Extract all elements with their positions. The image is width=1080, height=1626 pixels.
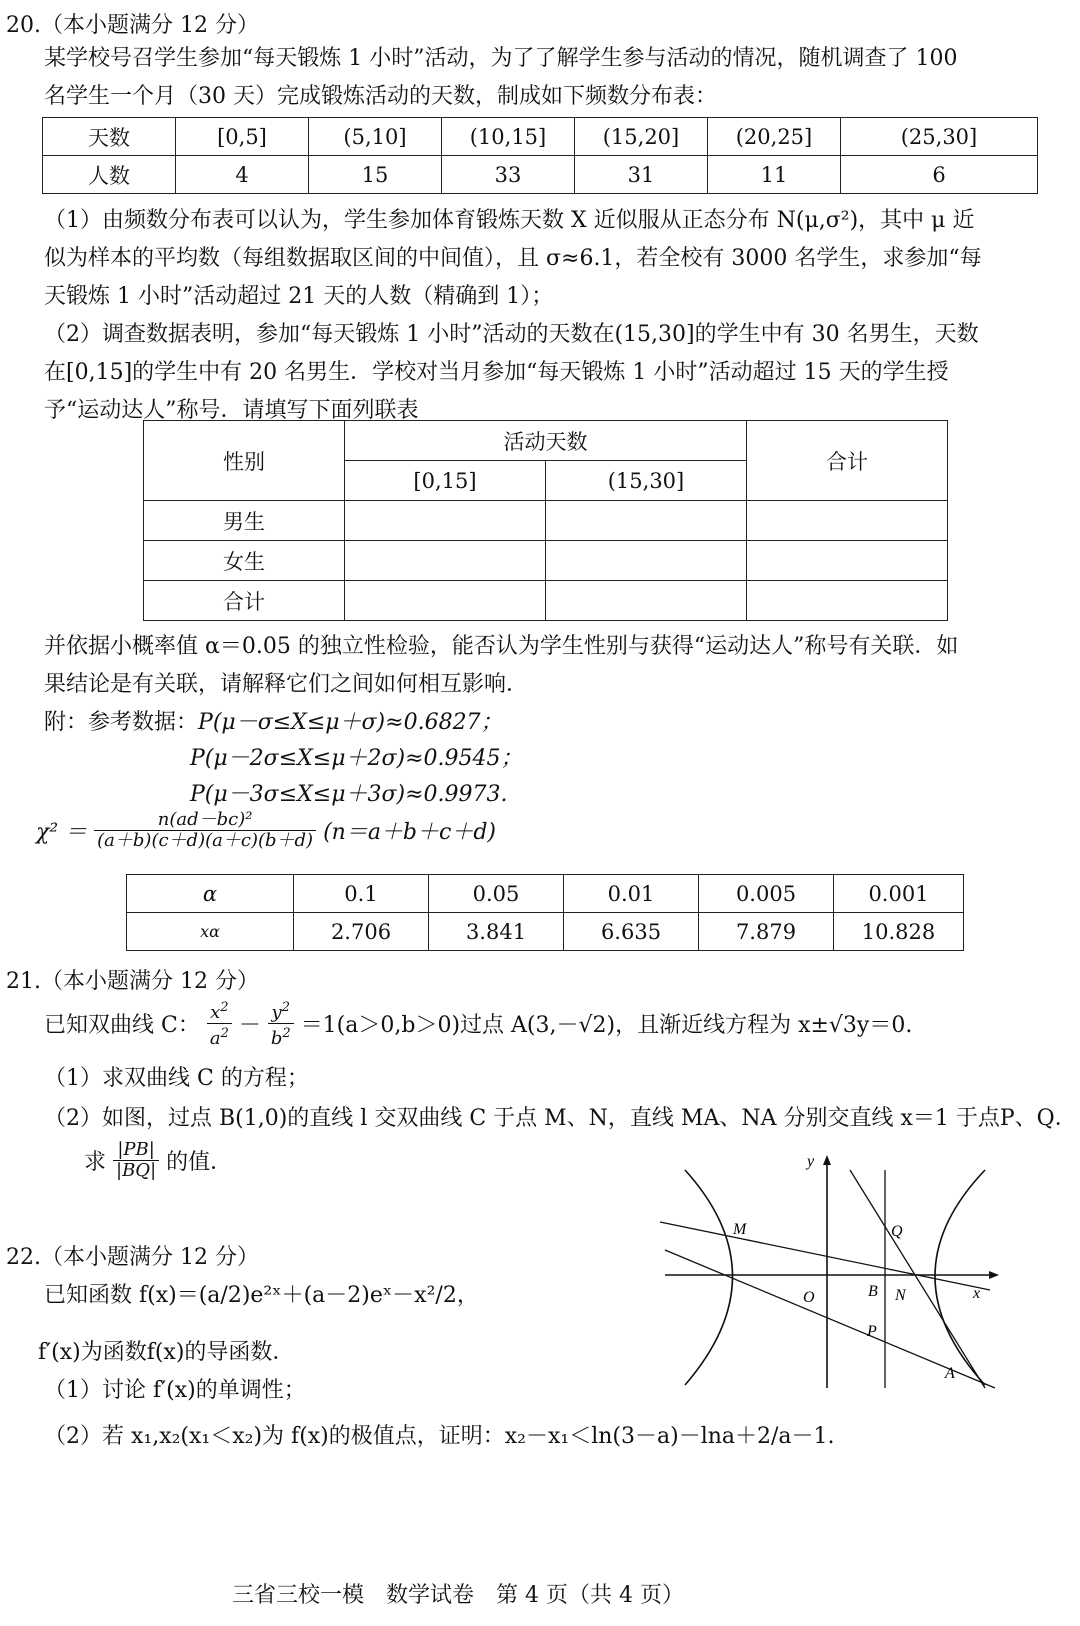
label-M: M bbox=[733, 1221, 747, 1238]
q22-derivative-note: f′(x)为函数f(x)的导函数． bbox=[38, 1340, 295, 1365]
reference-formula-3: P(μ－3σ≤X≤μ＋3σ)≈0.9973. bbox=[190, 782, 508, 807]
row-label-female: 女生 bbox=[144, 541, 345, 581]
reference-formula-1: P(μ－σ≤X≤μ＋σ)≈0.6827； bbox=[198, 710, 503, 735]
q22-part2: （2）若 x₁,x₂(x₁＜x₂)为 f(x)的极值点，证明：x₂－x₁＜ln(3－a)－lna＋2/a－1. bbox=[44, 1424, 835, 1449]
reference-formula-2: P(μ－2σ≤X≤μ＋2σ)≈0.9545； bbox=[190, 746, 523, 771]
line-l bbox=[660, 1222, 990, 1290]
alpha-value: 0.005 bbox=[699, 875, 834, 913]
gender-header: 性别 bbox=[144, 421, 345, 501]
x-alpha-value: 3.841 bbox=[429, 913, 564, 951]
q20-after-line1: 并依据小概率值 α＝0.05 的独立性检验，能否认为学生性别与获得“运动达人”称号有关联．如 bbox=[44, 634, 959, 659]
q21-part3 bbox=[84, 1140, 232, 1181]
q21-intro-post: ＝1(a＞0,b＞0)过点 A(3,－√2)，且渐近线方程为 x±√3y＝0. bbox=[300, 1013, 913, 1038]
q22-intro bbox=[44, 1278, 479, 1309]
q22-intro-text: 已知函数 f(x)＝(a/2)e²ˣ＋(a－2)eˣ－x²/2， bbox=[44, 1283, 479, 1308]
label-Q: Q bbox=[891, 1223, 903, 1240]
activity-days-header: 活动天数 bbox=[345, 421, 747, 461]
hyperbola-left-branch bbox=[685, 1170, 733, 1385]
q20-after-line2: 果结论是有关联，请解释它们之间如何相互影响． bbox=[44, 672, 529, 697]
chi-lhs: χ² ＝ bbox=[36, 820, 88, 845]
freq-interval: (25,30] bbox=[841, 118, 1038, 156]
chi-numerator: n(ad－bc)² bbox=[94, 810, 316, 831]
x-alpha-value: 10.828 bbox=[834, 913, 964, 951]
q20-part2-line3: 予“运动达人”称号．请填写下面列联表 bbox=[44, 398, 419, 423]
frequency-table bbox=[42, 117, 1038, 194]
pb-over-bq-fraction bbox=[113, 1140, 159, 1181]
q21-intro-pre: 已知双曲线 C： bbox=[44, 1013, 200, 1038]
q20-intro-line2: 名学生一个月（30 天）完成锻炼活动的天数，制成如下频数分布表： bbox=[44, 84, 717, 109]
q21-part3-post: 的值． bbox=[166, 1150, 233, 1175]
row-label-total: 合计 bbox=[144, 581, 345, 621]
blank-cell bbox=[747, 581, 948, 621]
freq-count: 31 bbox=[575, 156, 708, 194]
bq-denominator: |BQ| bbox=[116, 1160, 157, 1181]
q21-intro: 已知双曲线 C： $\frac{x^2}{a^2}$ － $\frac{y^2}{b^2}$ ＝1(a＞0,b＞0)过点 A(3,－√2)，且渐近线方程为 x±√3y＝0. bbox=[44, 1000, 913, 1049]
blank-cell bbox=[345, 501, 546, 541]
y-axis-arrow bbox=[823, 1155, 831, 1165]
label-O: O bbox=[803, 1289, 815, 1306]
freq-count: 11 bbox=[708, 156, 841, 194]
pb-numerator: |PB| bbox=[113, 1140, 159, 1161]
label-y: y bbox=[807, 1153, 815, 1170]
blank-cell bbox=[546, 581, 747, 621]
q21-part1: （1）求双曲线 C 的方程； bbox=[44, 1066, 309, 1091]
q20-part1-line1: （1）由频数分布表可以认为，学生参加体育锻炼天数 X 近似服从正态分布 N(μ,σ²)，其中 μ 近 bbox=[44, 208, 975, 233]
total-header: 合计 bbox=[747, 421, 948, 501]
freq-interval: [0,5] bbox=[176, 118, 309, 156]
label-B: B bbox=[868, 1283, 878, 1300]
q20-part2-line1: （2）调查数据表明，参加“每天锻炼 1 小时”活动的天数在(15,30]的学生中有 30 名男生，天数 bbox=[44, 322, 979, 347]
q20-part1-line3: 天锻炼 1 小时”活动超过 21 天的人数（精确到 1）； bbox=[44, 284, 554, 309]
page-footer: 三省三校一模 数学试卷 第 4 页（共 4 页） bbox=[232, 1583, 684, 1608]
y-squared-over-b-squared: $\frac{y^2}{b^2}$ bbox=[268, 998, 294, 1049]
q21-part2: （2）如图，过点 B(1,0)的直线 l 交双曲线 C 于点 M、N，直线 MA、NA 分别交直线 x＝1 于点P、Q． bbox=[44, 1106, 1077, 1131]
label-N: N bbox=[895, 1287, 906, 1304]
x-alpha-label: xα bbox=[127, 913, 294, 951]
hyperbola-right-branch bbox=[935, 1170, 985, 1385]
contingency-table bbox=[143, 420, 948, 621]
x-axis-arrow bbox=[989, 1271, 999, 1279]
label-A: A bbox=[945, 1365, 955, 1382]
freq-count: 33 bbox=[442, 156, 575, 194]
alpha-value: 0.01 bbox=[564, 875, 699, 913]
freq-interval: (15,20] bbox=[575, 118, 708, 156]
q20-heading: 20.（本小题满分 12 分） bbox=[6, 13, 259, 38]
chi-denominator: (a＋b)(c＋d)(a＋c)(b＋d) bbox=[97, 830, 314, 851]
freq-count-label: 人数 bbox=[43, 156, 176, 194]
chi-fraction bbox=[94, 810, 316, 851]
freq-interval: (20,25] bbox=[708, 118, 841, 156]
q20-part2-line2: 在[0,15]的学生中有 20 名男生．学校对当月参加“每天锻炼 1 小时”活动超过 15 天的学生授 bbox=[44, 360, 949, 385]
freq-days-label: 天数 bbox=[43, 118, 176, 156]
critical-value-table bbox=[126, 874, 964, 951]
blank-cell bbox=[546, 501, 747, 541]
x-alpha-value: 2.706 bbox=[294, 913, 429, 951]
alpha-value: 0.05 bbox=[429, 875, 564, 913]
alpha-value: 0.1 bbox=[294, 875, 429, 913]
chi-condition: (n＝a＋b＋c＋d) bbox=[323, 820, 497, 845]
interval-col1: [0,15] bbox=[345, 461, 546, 501]
interval-col2: (15,30] bbox=[546, 461, 747, 501]
blank-cell bbox=[345, 541, 546, 581]
q20-part1-line2: 似为样本的平均数（每组数据取区间的中间值），且 σ≈6.1，若全校有 3000 名学生，求参加“每 bbox=[44, 246, 982, 271]
row-label-male: 男生 bbox=[144, 501, 345, 541]
q21-heading: 21.（本小题满分 12 分） bbox=[6, 969, 259, 994]
alpha-label: α bbox=[127, 875, 294, 913]
label-P: P bbox=[867, 1323, 877, 1340]
label-x: x bbox=[973, 1285, 981, 1302]
q21-part3-pre: 求 bbox=[84, 1150, 107, 1175]
freq-interval: (10,15] bbox=[442, 118, 575, 156]
freq-interval: (5,10] bbox=[309, 118, 442, 156]
reference-title bbox=[44, 708, 503, 738]
chi-square-formula bbox=[36, 810, 496, 851]
blank-cell bbox=[546, 541, 747, 581]
hyperbola-figure bbox=[655, 1150, 1005, 1390]
x-alpha-value: 6.635 bbox=[564, 913, 699, 951]
freq-count: 15 bbox=[309, 156, 442, 194]
freq-count: 6 bbox=[841, 156, 1038, 194]
blank-cell bbox=[747, 541, 948, 581]
x-alpha-value: 7.879 bbox=[699, 913, 834, 951]
q20-intro-line1: 某学校号召学生参加“每天锻炼 1 小时”活动，为了了解学生参与活动的情况，随机调查了 100 bbox=[44, 46, 958, 71]
blank-cell bbox=[747, 501, 948, 541]
reference-label: 附：参考数据： bbox=[44, 710, 199, 735]
alpha-value: 0.001 bbox=[834, 875, 964, 913]
freq-count: 4 bbox=[176, 156, 309, 194]
q22-heading: 22.（本小题满分 12 分） bbox=[6, 1245, 259, 1270]
q22-part1: （1）讨论 f′(x)的单调性； bbox=[44, 1378, 306, 1403]
blank-cell bbox=[345, 581, 546, 621]
x-squared-over-a-squared: $\frac{x^2}{a^2}$ bbox=[207, 998, 232, 1049]
